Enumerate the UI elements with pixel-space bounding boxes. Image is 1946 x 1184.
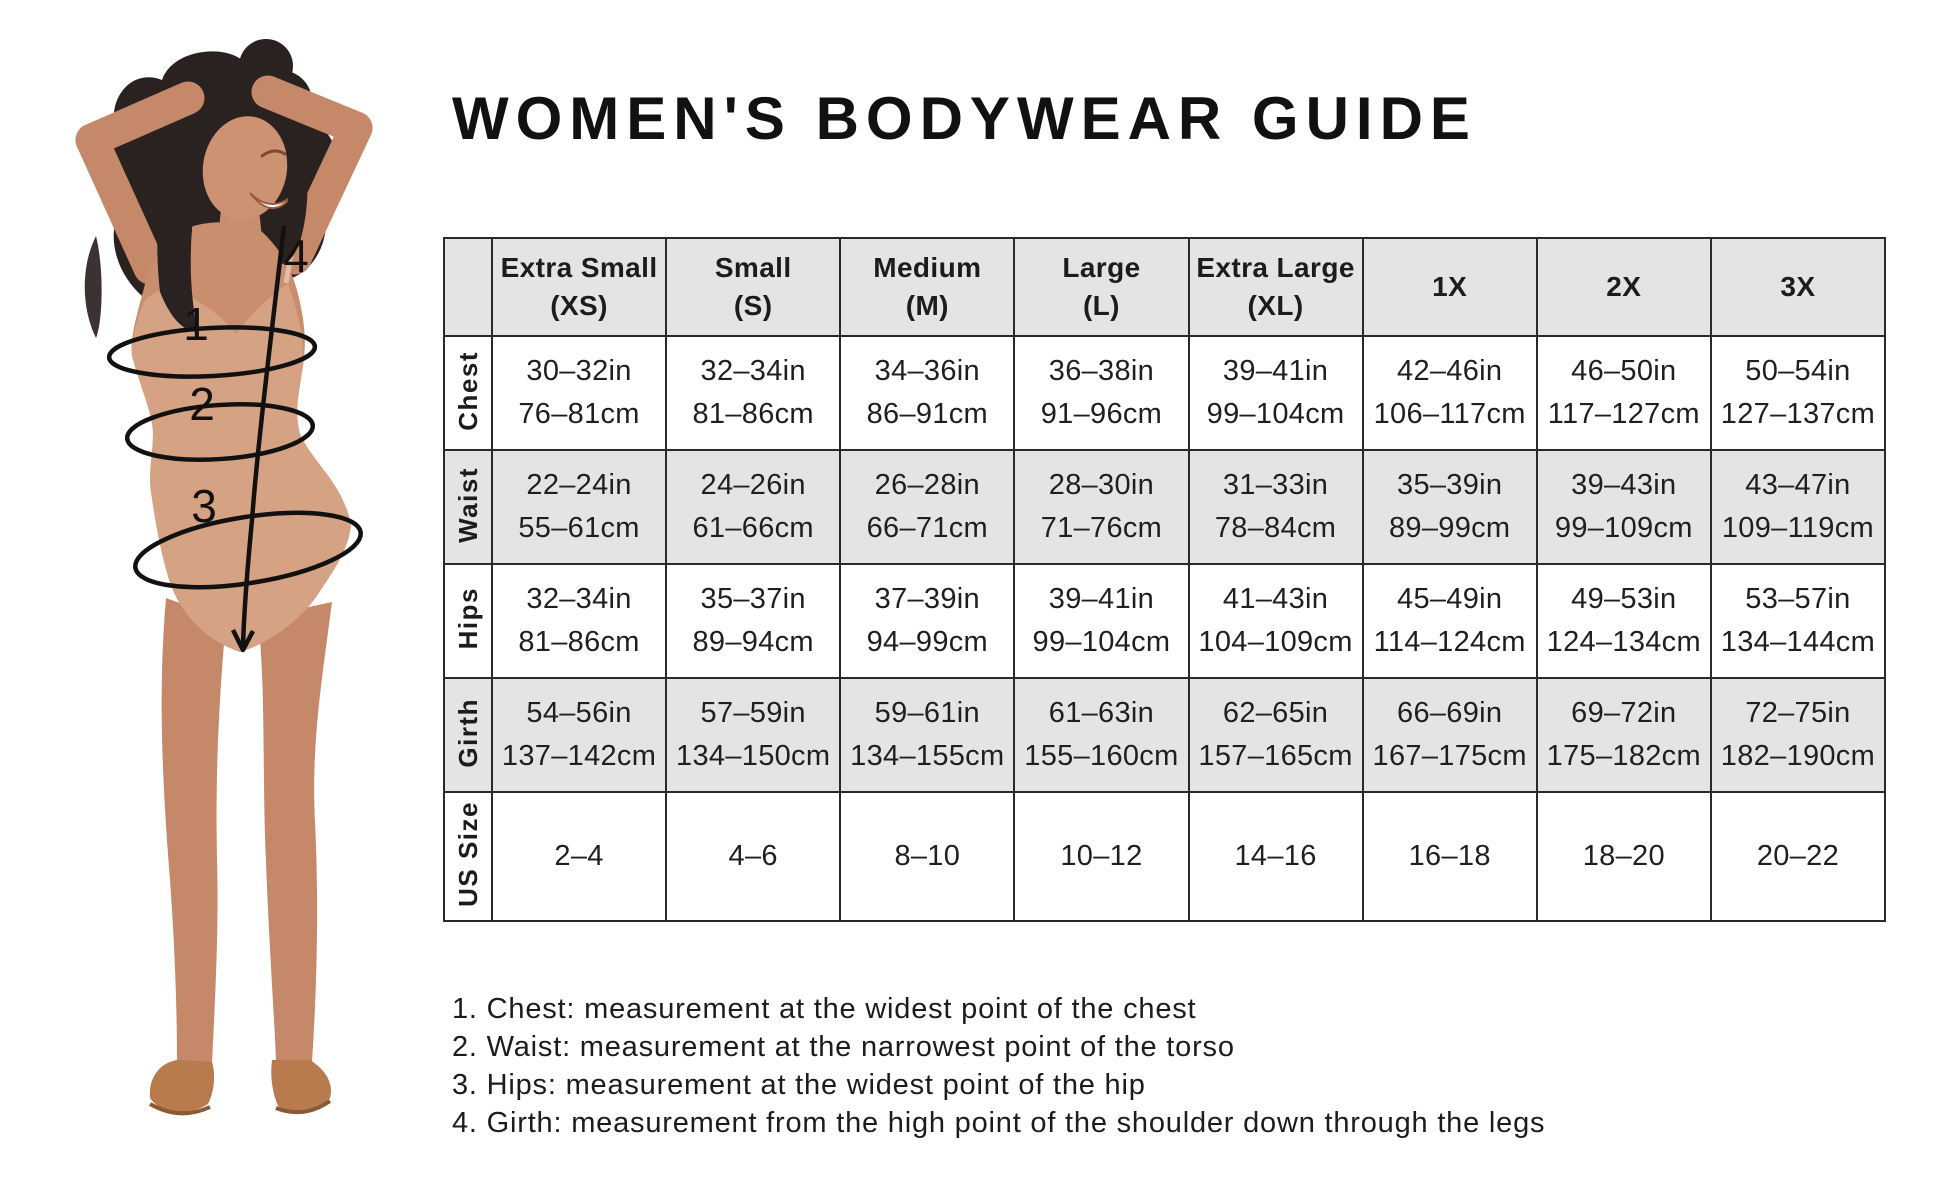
measurement-cell: 43–47in 109–119cm — [1711, 450, 1885, 564]
measurement-cell: 49–53in 124–134cm — [1537, 564, 1711, 678]
row-label: Hips — [444, 564, 492, 678]
measurement-row — [444, 336, 1885, 450]
measurement-cell: 14–16 — [1189, 792, 1363, 921]
measurement-cell: 61–63in 155–160cm — [1014, 678, 1188, 792]
measurement-cell: 34–36in 86–91cm — [840, 336, 1014, 450]
measurement-cell: 18–20 — [1537, 792, 1711, 921]
page-title: WOMEN'S BODYWEAR GUIDE — [452, 85, 1477, 152]
column-header: Medium (M) — [840, 238, 1014, 336]
measurement-cell: 32–34in 81–86cm — [666, 336, 840, 450]
footnote-item: 3. Hips: measurement at the widest point of the hip — [452, 1069, 1146, 1101]
measurement-row — [444, 792, 1885, 921]
measurement-cell: 53–57in 134–144cm — [1711, 564, 1885, 678]
table-corner-cell — [444, 238, 492, 336]
row-label: Chest — [444, 336, 492, 450]
measurement-row — [444, 564, 1885, 678]
model-photo — [0, 0, 430, 1184]
measurement-cell: 39–41in 99–104cm — [1189, 336, 1363, 450]
measurement-cell: 37–39in 94–99cm — [840, 564, 1014, 678]
measurement-cell: 62–65in 157–165cm — [1189, 678, 1363, 792]
model-leotard — [132, 284, 351, 652]
waist-measure-label: 2 — [189, 378, 215, 430]
row-label: Waist — [444, 450, 492, 564]
model-shoes — [150, 1060, 331, 1113]
measurement-cell: 35–37in 89–94cm — [666, 564, 840, 678]
column-header: 2X — [1537, 238, 1711, 336]
measurement-cell: 30–32in 76–81cm — [492, 336, 666, 450]
footnote-item: 4. Girth: measurement from the high point of the shoulder down through the legs — [452, 1107, 1546, 1139]
measurement-cell: 10–12 — [1014, 792, 1188, 921]
measurement-row — [444, 450, 1885, 564]
measurement-cell: 39–43in 99–109cm — [1537, 450, 1711, 564]
column-header: Large (L) — [1014, 238, 1188, 336]
chest-measure-label: 1 — [183, 298, 209, 350]
measurement-cell: 45–49in 114–124cm — [1363, 564, 1537, 678]
measurement-cell: 4–6 — [666, 792, 840, 921]
measurement-cell: 31–33in 78–84cm — [1189, 450, 1363, 564]
measurement-cell: 46–50in 117–127cm — [1537, 336, 1711, 450]
column-header: 1X — [1363, 238, 1537, 336]
measurement-cell: 57–59in 134–150cm — [666, 678, 840, 792]
measurement-cell: 24–26in 61–66cm — [666, 450, 840, 564]
measurement-cell: 54–56in 137–142cm — [492, 678, 666, 792]
column-header: Small (S) — [666, 238, 840, 336]
measurement-cell: 66–69in 167–175cm — [1363, 678, 1537, 792]
girth-measure-label: 4 — [283, 230, 309, 282]
measurement-cell: 59–61in 134–155cm — [840, 678, 1014, 792]
row-label: US Size — [444, 792, 492, 921]
column-header: Extra Large (XL) — [1189, 238, 1363, 336]
size-header-row — [444, 238, 1885, 336]
footnote-item: 2. Waist: measurement at the narrowest point of the torso — [452, 1031, 1235, 1063]
size-table — [443, 237, 1886, 922]
measurement-cell: 22–24in 55–61cm — [492, 450, 666, 564]
measurement-cell: 2–4 — [492, 792, 666, 921]
measurement-cell: 8–10 — [840, 792, 1014, 921]
measurement-cell: 72–75in 182–190cm — [1711, 678, 1885, 792]
measurement-cell: 32–34in 81–86cm — [492, 564, 666, 678]
measurement-cell: 16–18 — [1363, 792, 1537, 921]
model-legs — [162, 598, 332, 1064]
measurement-cell: 36–38in 91–96cm — [1014, 336, 1188, 450]
measurement-cell: 20–22 — [1711, 792, 1885, 921]
column-header: 3X — [1711, 238, 1885, 336]
measurement-cell: 35–39in 89–99cm — [1363, 450, 1537, 564]
hips-measure-label: 3 — [191, 480, 217, 532]
size-table-body — [444, 336, 1885, 921]
measurement-cell: 50–54in 127–137cm — [1711, 336, 1885, 450]
column-header: Extra Small (XS) — [492, 238, 666, 336]
measurement-cell: 41–43in 104–109cm — [1189, 564, 1363, 678]
measurement-cell: 28–30in 71–76cm — [1014, 450, 1188, 564]
measurement-cell: 39–41in 99–104cm — [1014, 564, 1188, 678]
footnotes — [452, 990, 1545, 1142]
measurement-cell: 69–72in 175–182cm — [1537, 678, 1711, 792]
measurement-cell: 26–28in 66–71cm — [840, 450, 1014, 564]
measurement-row — [444, 678, 1885, 792]
row-label: Girth — [444, 678, 492, 792]
footnote-item: 1. Chest: measurement at the widest point of the chest — [452, 993, 1197, 1025]
measurement-cell: 42–46in 106–117cm — [1363, 336, 1537, 450]
